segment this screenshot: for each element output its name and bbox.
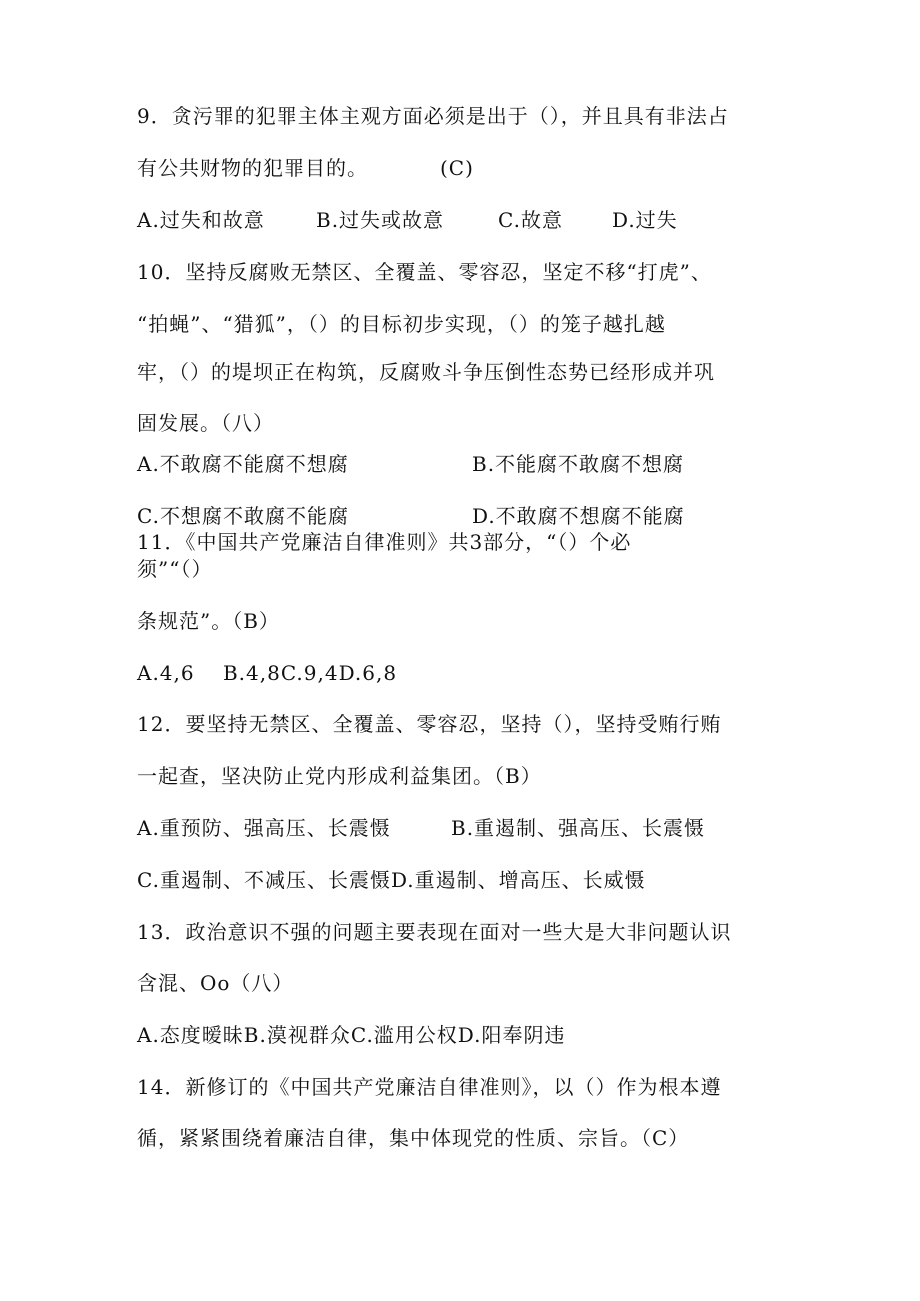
- q10-line-3: 牢，（）的堤坝正在构筑，反腐败斗争压倒性态势已经形成并巩: [137, 360, 715, 384]
- q12-line-2: 一起查，坚决防止党内形成利益集团。（B）: [137, 764, 542, 788]
- q9-line-2: 有公共财物的犯罪目的。: [137, 156, 368, 180]
- q13-line-1: 13．政治意识不强的问题主要表现在面对一些大是大非问题认识: [137, 920, 732, 944]
- q12-option-b: B.重遏制、强高压、长震慑: [451, 816, 706, 840]
- q9-option-c: C.故意: [498, 208, 563, 232]
- q11-options: A.4,6 B.4,8C.9,4D.6,8: [137, 661, 398, 685]
- q12-option-a: A.重预防、强高压、长震慑: [137, 816, 391, 840]
- q10-line-4: 固发展。（八）: [137, 411, 274, 435]
- q10-line-2: “拍蝇”、“猎狐”，（）的目标初步实现，（）的笼子越扎越: [137, 312, 666, 336]
- q10-option-d: D.不敢腐不想腐不能腐: [472, 504, 685, 528]
- q11-line-1: 11．《中国共产党廉洁自律准则》共3部分，“（）个必: [137, 530, 632, 554]
- q9-answer: (C): [440, 156, 474, 180]
- q10-option-b: B.不能腐不敢腐不想腐: [472, 452, 685, 476]
- q10-option-c: C.不想腐不敢腐不能腐: [137, 504, 349, 528]
- q10-option-a: A.不敢腐不能腐不想腐: [137, 452, 349, 476]
- q10-line-1: 10．坚持反腐败无禁区、全覆盖、零容忍，坚定不移“打虎”、: [137, 260, 712, 284]
- q13-options: A.态度暧昧B.漠视群众C.滥用公权D.阳奉阴违: [137, 1023, 566, 1047]
- q9-line-1: 9．贪污罪的犯罪主体主观方面必须是出于（），并且具有非法占: [137, 104, 729, 128]
- q12-line-1: 12．要坚持无禁区、全覆盖、零容忍，坚持（），坚持受贿行贿: [137, 712, 722, 736]
- q12-options-cd: C.重遏制、不减压、长震慑D.重遏制、增高压、长威慑: [137, 868, 646, 892]
- q11-line-3: 条规范”。（B）: [137, 609, 280, 633]
- q14-line-1: 14．新修订的《中国共产党廉洁自律准则》，以（）作为根本遵: [137, 1075, 722, 1099]
- q9-option-b: B.过失或故意: [316, 208, 445, 232]
- q9-option-a: A.过失和故意: [137, 208, 265, 232]
- q14-line-2: 循，紧紧围绕着廉洁自律，集中体现党的性质、宗旨。（C）: [137, 1126, 690, 1150]
- q11-line-2: 须”“（）: [137, 557, 213, 581]
- q13-line-2: 含混、Oo（八）: [137, 971, 294, 995]
- q9-option-d: D.过失: [612, 208, 678, 232]
